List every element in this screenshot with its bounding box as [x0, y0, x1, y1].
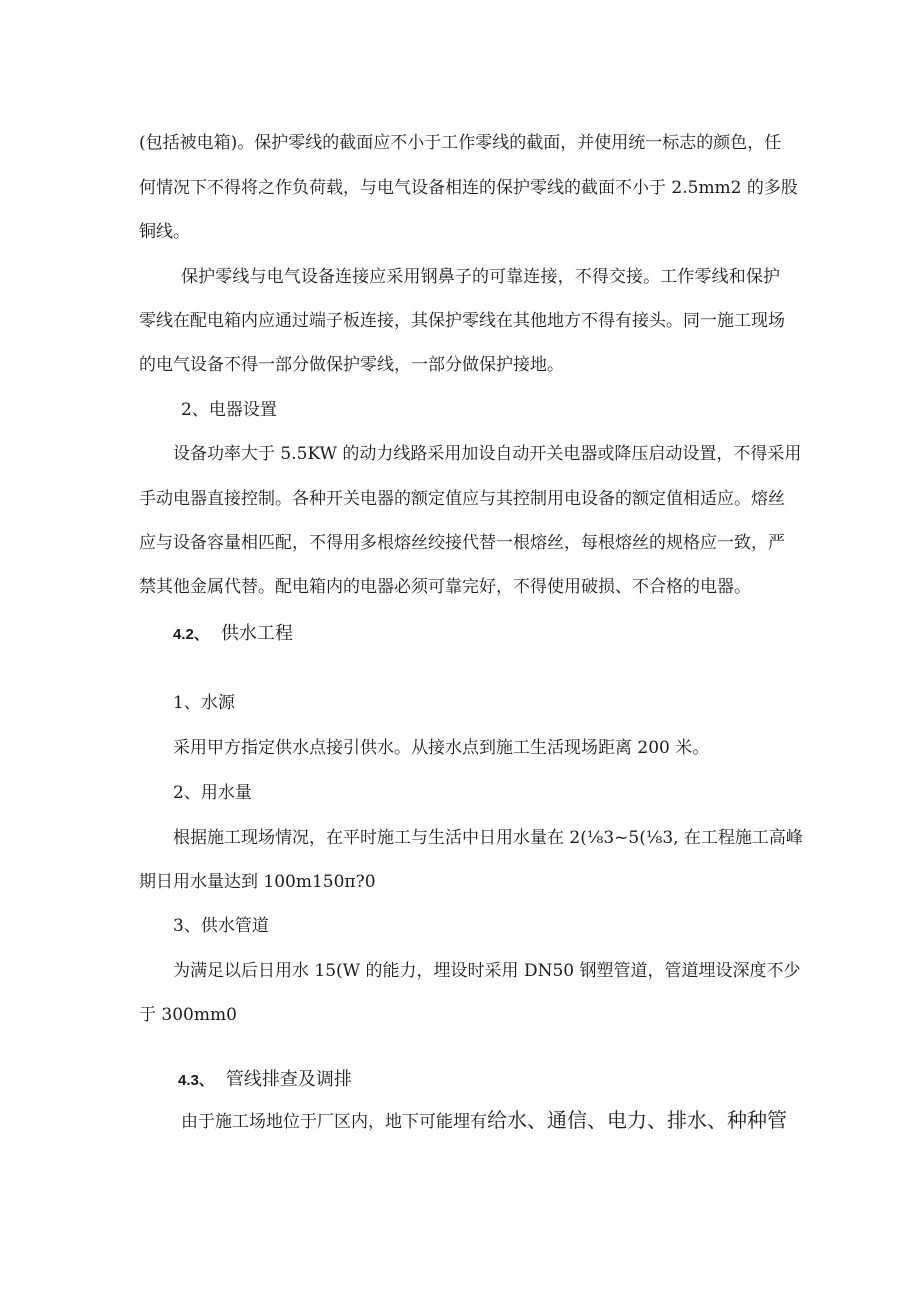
paragraph-line: 保护零线与电气设备连接应采用钢鼻子的可靠连接，不得交接。工作零线和保护 — [181, 267, 780, 287]
paragraph-line: 期日用水量达到 100m150π?0 — [139, 872, 376, 892]
section-number: 4.2、 — [173, 626, 209, 643]
paragraph-line: 的电气设备不得一部分做保护零线，一部分做保护接地。 — [139, 355, 564, 375]
subsection-heading: 2、电器设置 — [181, 400, 277, 420]
subsection-heading: 1、水源 — [173, 693, 235, 713]
paragraph-line: (包括被电箱)。保护零线的截面应不小于工作零线的截面，并使用统一标志的颜色，任 — [139, 133, 782, 153]
paragraph-line: 何情况下不得将之作负荷载，与电气设备相连的保护零线的截面不小于 2.5mm2 的多股 — [139, 178, 798, 198]
paragraph-line: 应与设备容量相匹配，不得用多根熔丝绞接代替一根熔丝，每根熔丝的规格应一致，严 — [139, 533, 785, 553]
paragraph-text: 由于施工场地位于厂区内，地下可能埋有 — [181, 1112, 487, 1132]
paragraph-line: 铜线。 — [139, 222, 190, 242]
paragraph-line: 于 300mm0 — [139, 1005, 237, 1025]
subsection-heading: 3、供水管道 — [173, 916, 269, 936]
paragraph-line: 为满足以后日用水 15(W 的能力，埋设时采用 DN50 钢塑管道，管道埋设深度不少 — [173, 961, 801, 981]
subsection-heading: 2、用水量 — [173, 783, 252, 803]
paragraph-line: 设备功率大于 5.5KW 的动力线路采用加设自动开关电器或降压启动设置，不得采用 — [173, 444, 802, 464]
section-heading-4-2 — [173, 622, 293, 647]
paragraph-text-large: 给水、通信、电力、排水、种种管 — [487, 1108, 787, 1132]
section-title: 管线排查及调排 — [225, 1069, 352, 1090]
paragraph-line — [181, 1109, 787, 1133]
paragraph-line: 根据施工现场情况，在平时施工与生活中日用水量在 2(⅛3~5(⅛3, 在工程施工高峰 — [173, 828, 803, 848]
paragraph-line: 禁其他金属代替。配电箱内的电器必须可靠完好，不得使用破损、不合格的电器。 — [139, 577, 751, 597]
section-title: 供水工程 — [220, 623, 293, 644]
paragraph-line: 采用甲方指定供水点接引供水。从接水点到施工生活现场距离 200 米。 — [173, 738, 710, 758]
section-number: 4.3、 — [178, 1072, 214, 1089]
section-heading-4-3 — [178, 1068, 352, 1093]
paragraph-line: 手动电器直接控制。各种开关电器的额定值应与其控制用电设备的额定值相适应。熔丝 — [139, 489, 785, 509]
paragraph-line: 零线在配电箱内应通过端子板连接，其保护零线在其他地方不得有接头。同一施工现场 — [139, 311, 785, 331]
